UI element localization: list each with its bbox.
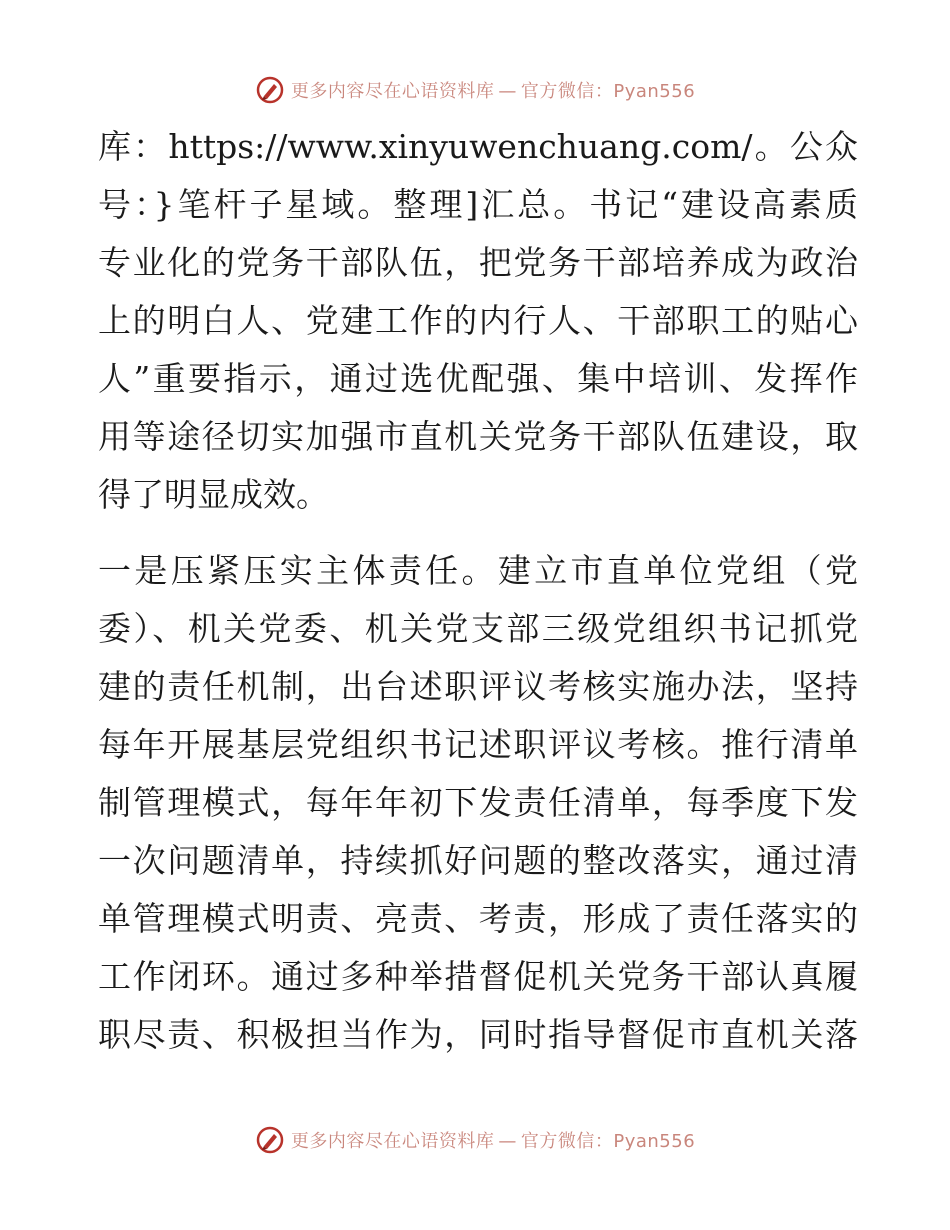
header-wechat-label: 官方微信： bbox=[520, 81, 614, 102]
text-line: 建的责任机制，出台述职评议考核实施办法，坚持 bbox=[98, 667, 858, 706]
text-line: 工作闭环。通过多种举措督促机关党务干部认真履 bbox=[98, 957, 858, 996]
footer-wechat-label: 官方微信： bbox=[520, 1131, 614, 1152]
text-line: 单管理模式明责、亮责、考责，形成了责任落实的 bbox=[98, 899, 858, 938]
footer-site-text: 更多内容尽在心语资料库 bbox=[290, 1131, 495, 1152]
text-line: 每年开展基层党组织书记述职评议考核。推行清单 bbox=[98, 725, 858, 764]
footer-banner-text bbox=[291, 1127, 695, 1153]
pen-logo-icon bbox=[255, 1125, 285, 1155]
footer-dash: — bbox=[498, 1131, 517, 1152]
text-line: 一次问题清单，持续抓好问题的整改落实，通过清 bbox=[98, 841, 858, 880]
text-line: 一是压紧压实主体责任。建立市直单位党组（党 bbox=[98, 551, 858, 590]
paragraph-2 bbox=[98, 542, 858, 1064]
text-line: 库：https://www.xinyuwenchuang.com/。公众 bbox=[98, 127, 858, 166]
header-site-text: 更多内容尽在心语资料库 bbox=[290, 81, 495, 102]
footer-banner bbox=[0, 1120, 950, 1160]
document-body bbox=[98, 118, 858, 1064]
text-line: 用等途径切实加强市直机关党务干部队伍建设，取 bbox=[98, 417, 858, 456]
paragraph-gap bbox=[98, 524, 858, 542]
header-banner bbox=[0, 70, 950, 110]
paragraph-1 bbox=[98, 118, 858, 524]
header-wechat-id: Pyan556 bbox=[613, 81, 696, 102]
text-line: 上的明白人、党建工作的内行人、干部职工的贴心 bbox=[98, 301, 858, 340]
text-line: 人”重要指示，通过选优配强、集中培训、发挥作 bbox=[98, 359, 858, 398]
text-line: 专业化的党务干部队伍，把党务干部培养成为政治 bbox=[98, 243, 858, 282]
header-dash: — bbox=[498, 81, 517, 102]
pen-logo-icon bbox=[255, 75, 285, 105]
text-line: 号：}笔杆子星域。整理]汇总。书记“建设高素质 bbox=[98, 185, 858, 224]
text-line: 制管理模式，每年年初下发责任清单，每季度下发 bbox=[98, 783, 858, 822]
text-line: 得了明显成效。 bbox=[98, 475, 329, 514]
header-banner-text bbox=[291, 77, 695, 103]
text-line: 职尽责、积极担当作为，同时指导督促市直机关落 bbox=[98, 1015, 858, 1054]
footer-wechat-id: Pyan556 bbox=[613, 1131, 696, 1152]
text-line: 委）、机关党委、机关党支部三级党组织书记抓党 bbox=[98, 609, 858, 648]
